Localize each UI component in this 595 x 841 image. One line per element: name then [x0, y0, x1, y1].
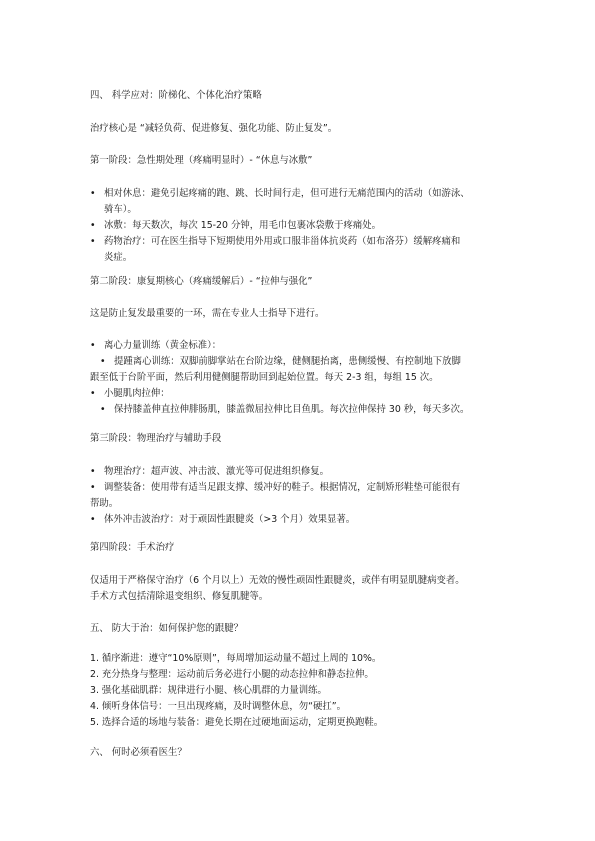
list-item: • 物理治疗：超声波、冲击波、激光等可促进组织修复。: [90, 464, 510, 480]
treatment-core-text: 治疗核心是 “减轻负荷、促进修复、强化功能、防止复发”。: [90, 123, 338, 134]
section-4-heading: 四、 科学应对：阶梯化、个体化治疗策略: [90, 90, 262, 101]
list-item-continuation: 跟至低于台阶平面，然后利用健侧腿帮助回到起始位置。每天 2-3 组，每组 15 次。: [90, 372, 439, 383]
bullet-icon: •: [90, 482, 96, 493]
bullet-icon: •: [90, 388, 96, 399]
bullet-icon: •: [100, 404, 106, 415]
list-item: • 相对休息：避免引起疼痛的跑、跳、长时间行走，但可进行无痛范围内的活动（如游泳、: [90, 186, 510, 202]
list-item-continuation: 帮助。: [90, 498, 119, 509]
sub-list-item: • 提踵离心训练：双脚前脚掌站在台阶边缘，健侧腿抬离，患侧缓慢、有控制地下放脚: [90, 354, 510, 370]
section-5-heading: 五、 防大于治：如何保护您的跟腱？: [90, 623, 243, 634]
list-item: 1. 循序渐进：遵守“10%原则”，每周增加运动量不超过上周的 10%。: [90, 653, 382, 664]
phase-4-body: 仅适用于严格保守治疗（6 个月以上）无效的慢性顽固性跟腱炎，或伴有明显肌腱病变者。 手术方式包括清除退变组织、修复肌腱等。: [90, 575, 465, 602]
bullet-icon: •: [90, 188, 96, 199]
phase-2-intro: 这是防止复发最重要的一环，需在专业人士指导下进行。: [90, 308, 325, 319]
phase-2-list: [90, 338, 510, 418]
bullet-icon: •: [90, 340, 96, 351]
phase-3-list: [90, 464, 510, 528]
bullet-icon: •: [90, 236, 96, 247]
bullet-icon: •: [90, 466, 96, 477]
bullet-icon: •: [100, 356, 106, 367]
list-item: 2. 充分热身与整理：运动前后务必进行小腿的动态拉伸和静态拉伸。: [90, 669, 374, 680]
prevention-list: [90, 651, 510, 731]
list-item: 4. 倾听身体信号：一旦出现疼痛，及时调整休息，勿“硬扛”。: [90, 701, 347, 712]
list-item-continuation: 炎症。: [104, 252, 133, 263]
list-item: • 调整装备：使用带有适当足跟支撑、缓冲好的鞋子。根据情况，定制矫形鞋垫可能很有: [90, 480, 510, 496]
sub-list-item: • 保持膝盖伸直拉伸腓肠肌，膝盖微屈拉伸比目鱼肌。每次拉伸保持 30 秒，每天多次。: [90, 402, 510, 418]
list-item: 3. 强化基础肌群：规律进行小腿、核心肌群的力量训练。: [90, 685, 327, 696]
bullet-icon: •: [90, 514, 96, 525]
list-item: 5. 选择合适的场地与装备：避免长期在过硬地面运动，定期更换跑鞋。: [90, 717, 384, 728]
list-item: • 离心力量训练（黄金标准）：: [90, 338, 510, 354]
list-item: • 药物治疗：可在医生指导下短期使用外用或口服非甾体抗炎药（如布洛芬）缓解疼痛和: [90, 234, 510, 250]
phase-1-list: [90, 186, 510, 266]
phase-2-title: 第二阶段：康复期核心（疼痛缓解后）- “拉伸与强化”: [90, 276, 313, 287]
list-item: • 小腿肌肉拉伸：: [90, 386, 510, 402]
list-item: • 体外冲击波治疗：对于顽固性跟腱炎（>3 个月）效果显著。: [90, 512, 510, 528]
list-item-continuation: 骑车）。: [104, 204, 137, 215]
bullet-icon: •: [90, 220, 96, 231]
phase-1-title: 第一阶段：急性期处理（疼痛明显时）- “休息与冰敷”: [90, 155, 313, 166]
phase-3-title: 第三阶段：物理治疗与辅助手段: [90, 433, 222, 444]
phase-4-title: 第四阶段：手术治疗: [90, 542, 175, 553]
list-item: • 冰敷：每天数次，每次 15-20 分钟，用毛巾包裹冰袋敷于疼痛处。: [90, 218, 510, 234]
section-6-heading: 六、 何时必须看医生？: [90, 747, 187, 758]
